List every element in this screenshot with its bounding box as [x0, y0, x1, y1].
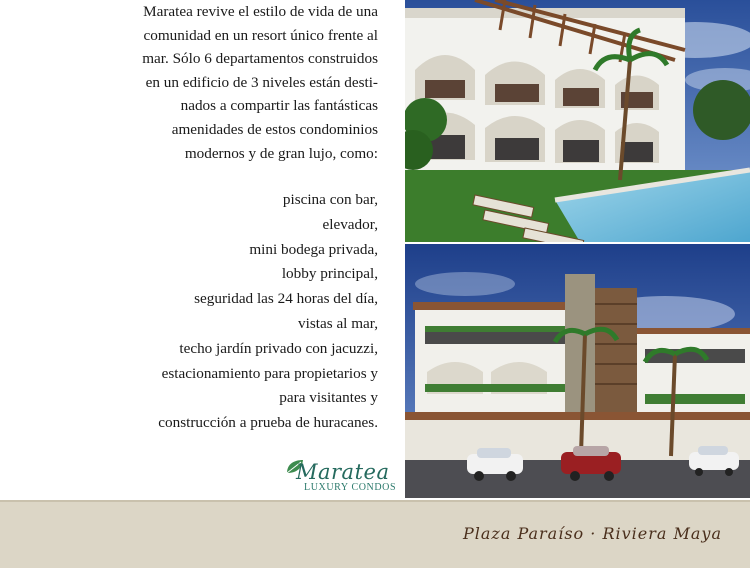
amenities-list [58, 188, 378, 436]
description-column [0, 0, 400, 500]
footer-bar [0, 500, 750, 568]
amenity-item: estacionamiento para propietarios y [161, 364, 378, 382]
intro-line: nados a compartir las fantásticas [180, 97, 378, 115]
amenity-item: piscina con bar, [282, 191, 378, 208]
intro-line: amenidades de estos condominios [171, 120, 378, 138]
amenity-item: construcción a prueba de huracanes. [158, 414, 378, 432]
intro-line: en un edificio de 3 niveles están desti- [145, 73, 378, 91]
footer-divider [0, 500, 750, 502]
intro-line: mar. Sólo 6 departamentos construidos [142, 50, 378, 68]
intro-line: modernos y de gran lujo, como: [184, 144, 378, 162]
intro-line: Maratea revive el estilo de vida de una [143, 3, 378, 20]
logo-subtitle: LUXURY CONDOS [304, 482, 397, 493]
building-render-pool [405, 0, 750, 242]
amenity-item: techo jardín privado con jacuzzi, [179, 339, 378, 357]
intro-line: comunidad en un resort único frente al [143, 26, 378, 44]
amenity-item: mini bodega privada, [249, 240, 378, 258]
facade-render-image [405, 244, 750, 498]
amenity-item: elevador, [322, 215, 378, 233]
amenity-item: lobby principal, [281, 265, 378, 283]
intro-paragraph [78, 0, 378, 165]
amenity-item: seguridad las 24 horas del día, [194, 290, 378, 308]
building-render-facade [405, 244, 750, 498]
location-caption: Plaza Paraíso · Riviera Maya [462, 524, 722, 543]
amenity-item: vistas al mar, [298, 314, 378, 332]
amenity-item: para visitantes y [279, 389, 378, 407]
maratea-logo [282, 458, 402, 496]
logo-name: Maratea [296, 460, 390, 484]
pool-render-image [405, 0, 750, 242]
